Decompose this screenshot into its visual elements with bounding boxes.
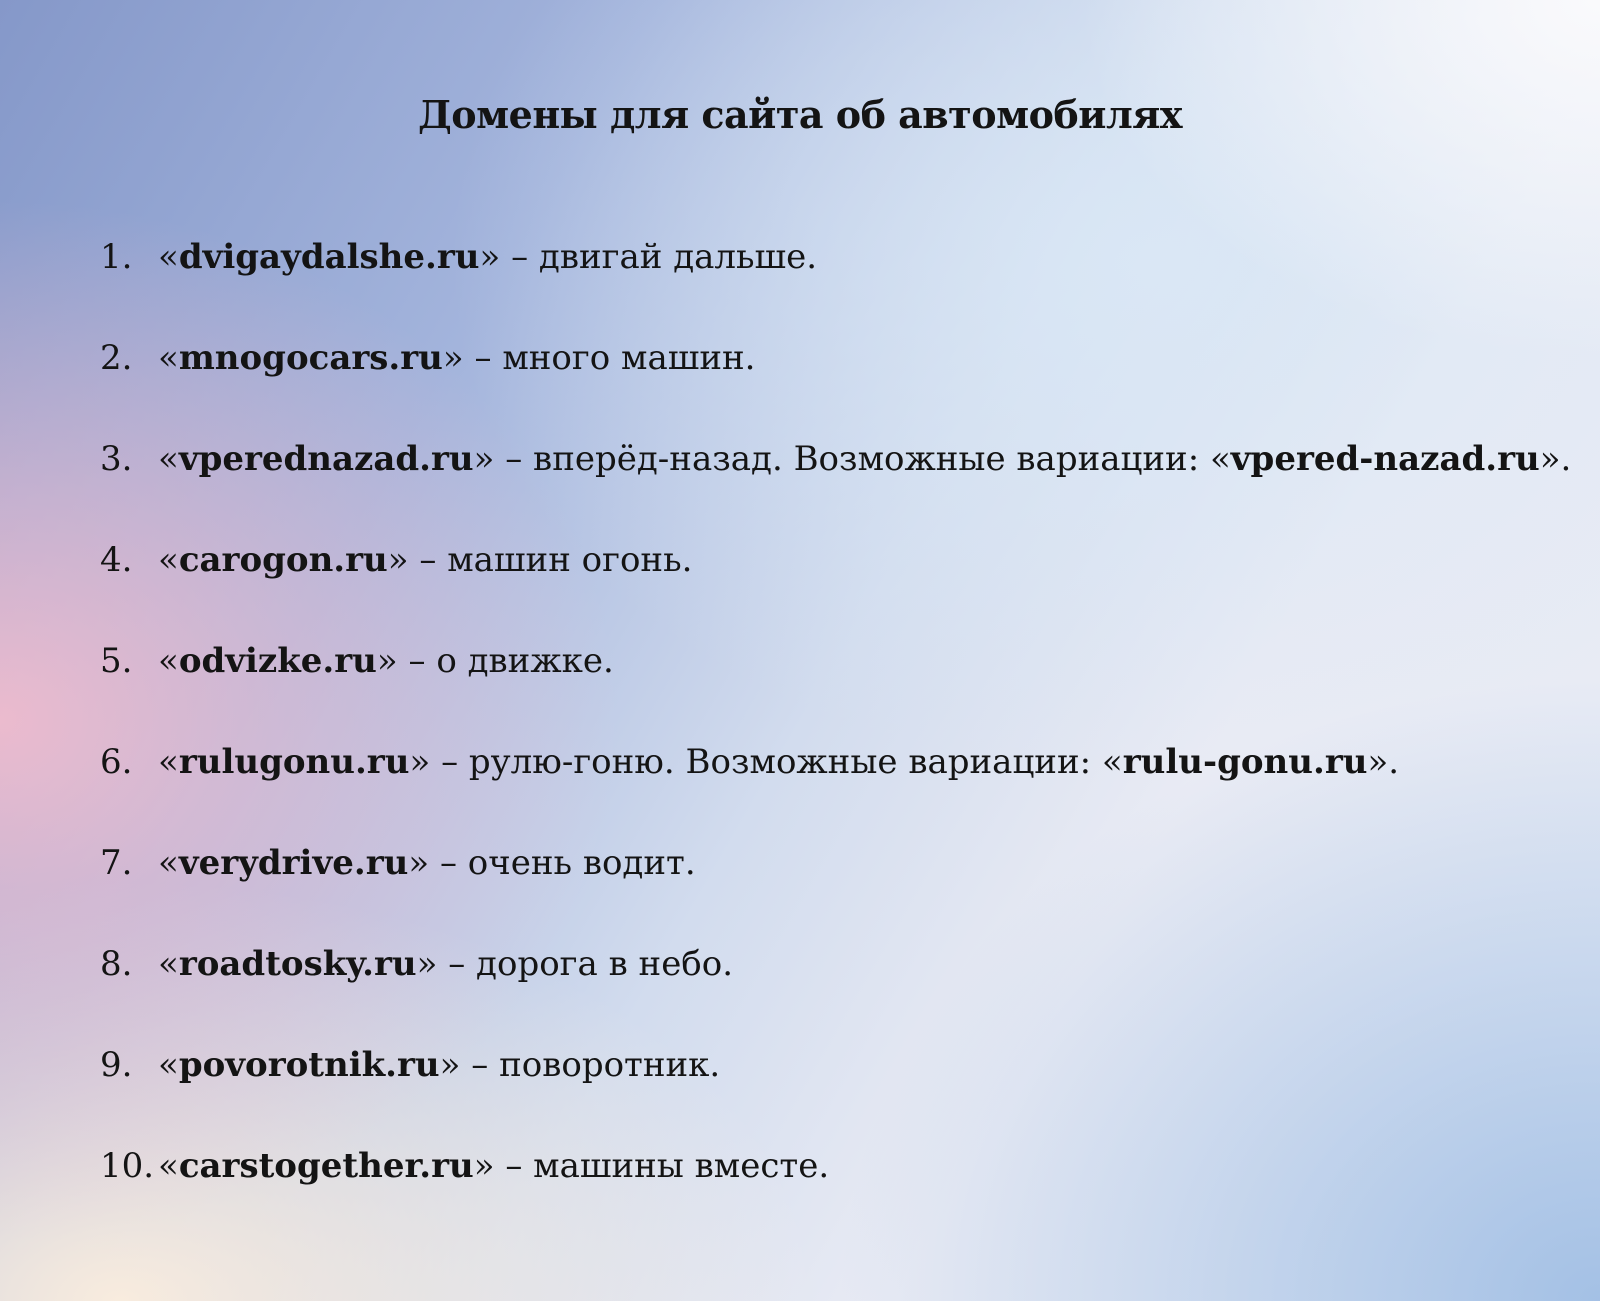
domain-meaning: о движке. <box>436 640 614 681</box>
item-text: «mnogocars.ru» – много машин. <box>158 337 756 378</box>
item-number: 2. <box>100 337 133 378</box>
item-text: «verydrive.ru» – очень водит. <box>158 842 696 883</box>
item-text: «carstogether.ru» – машины вместе. <box>158 1145 830 1186</box>
list-item <box>100 812 1540 913</box>
domain-name: mnogocars.ru <box>178 337 443 378</box>
domain-variation: vpered-nazad.ru <box>1230 438 1540 479</box>
item-number: 10. <box>100 1145 155 1186</box>
item-number: 3. <box>100 438 133 479</box>
domain-list <box>100 206 1572 1216</box>
item-number: 1. <box>100 236 133 277</box>
item-number: 7. <box>100 842 133 883</box>
list-item <box>100 913 1540 1014</box>
item-text: «carogon.ru» – машин огонь. <box>158 539 693 580</box>
list-item <box>100 610 1540 711</box>
domain-meaning: много машин. <box>502 337 756 378</box>
domain-meaning: очень водит. <box>467 842 696 883</box>
domain-name: povorotnik.ru <box>178 1044 440 1085</box>
domain-name: roadtosky.ru <box>178 943 417 984</box>
item-text: «rulugonu.ru» – рулю-гоню. Возможные вариации: «rulu-gonu.ru». <box>158 741 1400 782</box>
list-item <box>100 307 1540 408</box>
item-number: 5. <box>100 640 133 681</box>
domain-name: rulugonu.ru <box>178 741 410 782</box>
domain-name: carstogether.ru <box>178 1145 474 1186</box>
domain-meaning: поворотник. <box>499 1044 721 1085</box>
item-text: «povorotnik.ru» – поворотник. <box>158 1044 721 1085</box>
list-item <box>100 1115 1540 1216</box>
item-text: «vperednazad.ru» – вперёд-назад. Возможные вариации: «vpered-nazad.ru». <box>158 438 1572 479</box>
domain-meaning: дорога в небо. <box>476 943 734 984</box>
list-item <box>100 1014 1540 1115</box>
item-number: 8. <box>100 943 133 984</box>
domain-name: vperednazad.ru <box>178 438 474 479</box>
domain-meaning: двигай дальше. <box>538 236 818 277</box>
list-item <box>100 206 1540 307</box>
item-number: 6. <box>100 741 133 782</box>
item-text: «dvigaydalshe.ru» – двигай дальше. <box>158 236 818 277</box>
list-item <box>100 711 1540 812</box>
domain-meaning: машины вместе. <box>533 1145 830 1186</box>
domain-meaning: вперёд-назад. Возможные вариации: <box>533 438 1210 479</box>
domain-name: verydrive.ru <box>178 842 409 883</box>
item-number: 9. <box>100 1044 133 1085</box>
list-item <box>100 408 1572 509</box>
item-text: «odvizke.ru» – о движке. <box>158 640 614 681</box>
page-title: Домены для сайта об автомобилях <box>418 92 1182 137</box>
domain-name: dvigaydalshe.ru <box>178 236 480 277</box>
domain-variation: rulu-gonu.ru <box>1122 741 1368 782</box>
domain-name: odvizke.ru <box>178 640 377 681</box>
item-text: «roadtosky.ru» – дорога в небо. <box>158 943 734 984</box>
domain-meaning: машин огонь. <box>447 539 693 580</box>
domain-name: carogon.ru <box>178 539 388 580</box>
item-number: 4. <box>100 539 133 580</box>
list-item <box>100 509 1540 610</box>
domain-meaning: рулю-гоню. Возможные вариации: <box>468 741 1102 782</box>
